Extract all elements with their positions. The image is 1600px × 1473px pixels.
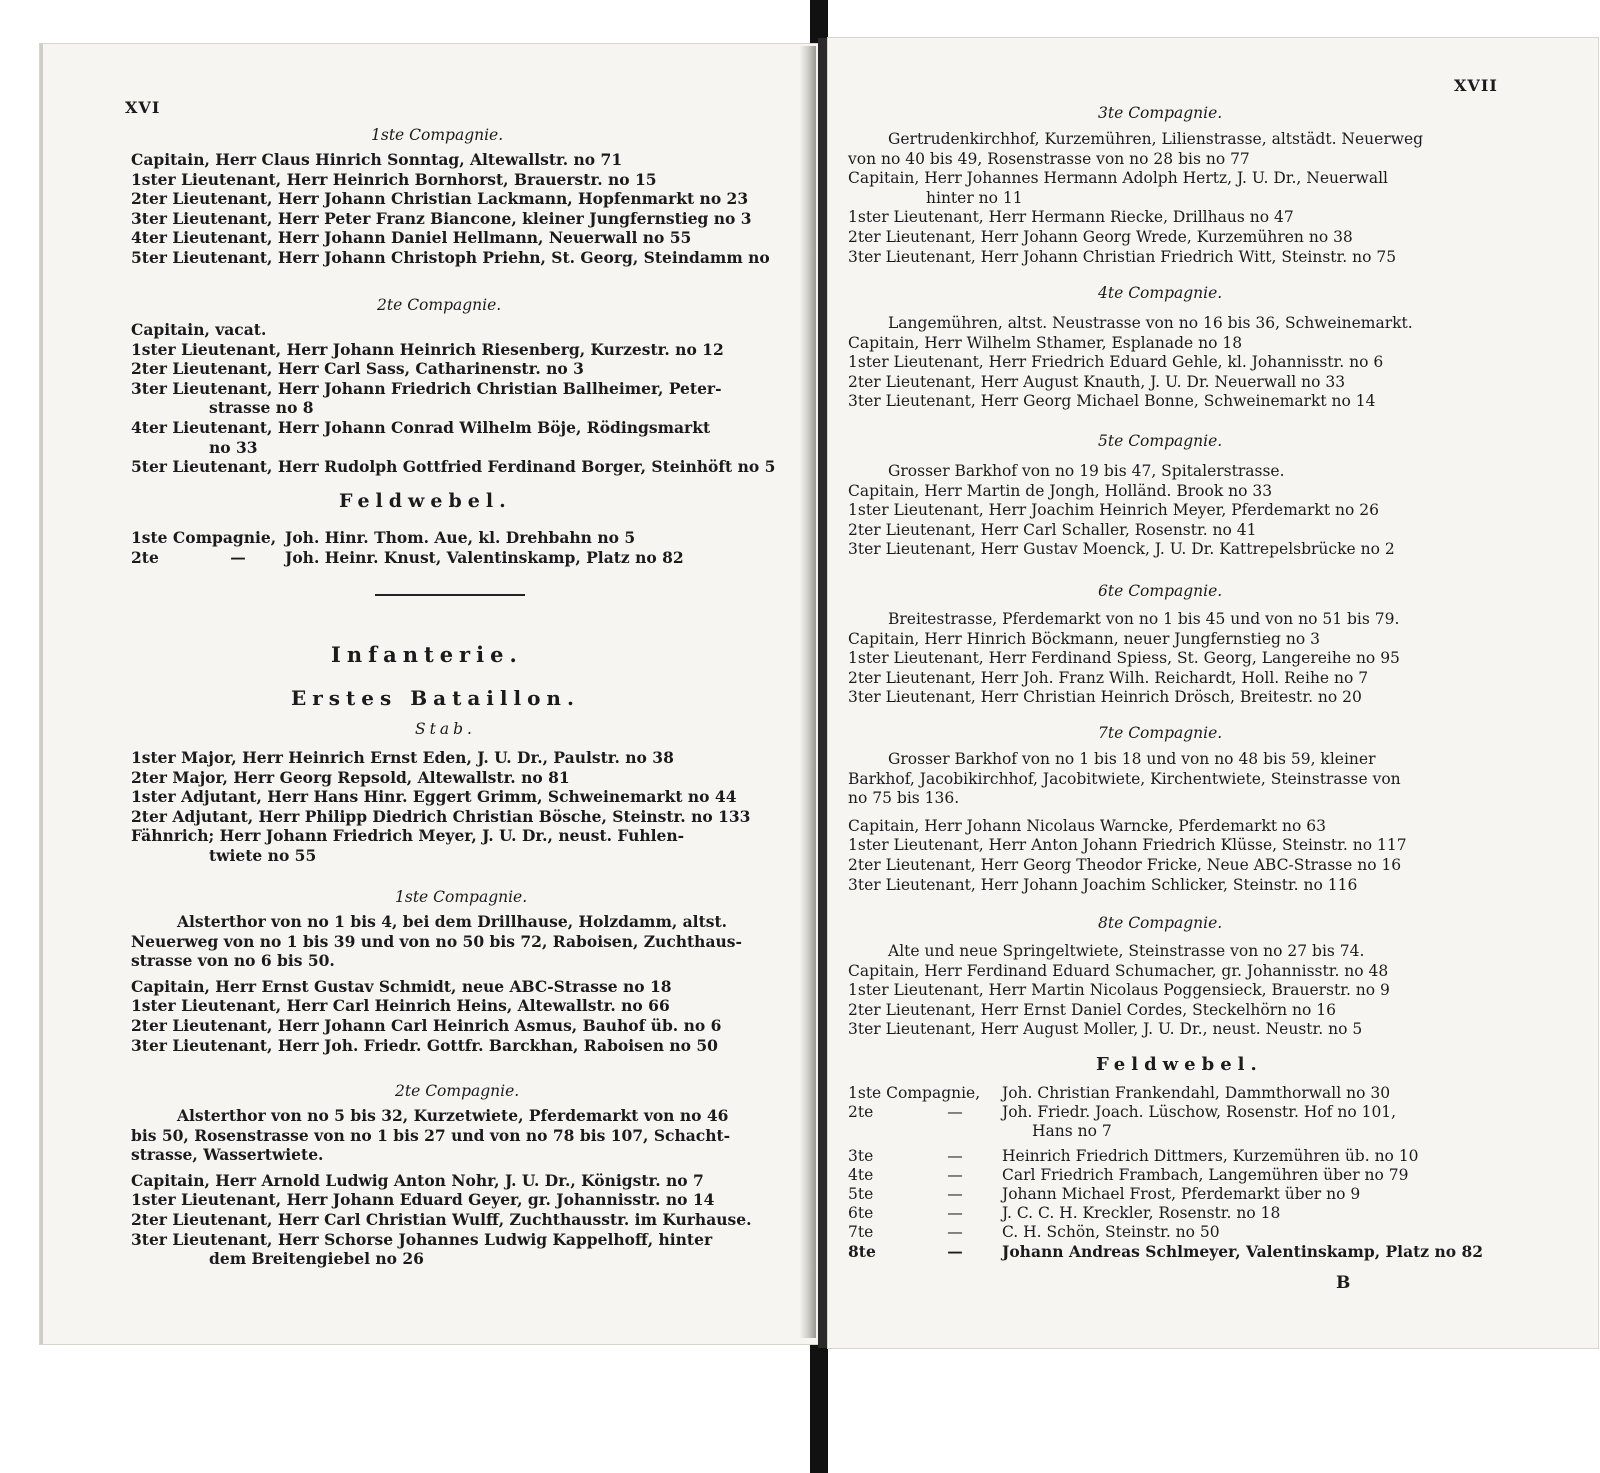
text-line: 2ter Lieutenant, Herr Johann Georg Wrede, Kurzemühren no 38 (848, 227, 1353, 246)
text-line: 4ter Lieutenant, Herr Johann Conrad Wilhelm Böje, Rödingsmarkt (131, 417, 711, 437)
text-line: 1ster Lieutenant, Herr Carl Heinrich Heins, Altewallstr. no 66 (131, 996, 670, 1016)
heading-bataillon-1ste-compagnie: 1ste Compagnie. (395, 888, 528, 906)
text-line: 3ter Lieutenant, Herr Peter Franz Biancone, kleiner Jungfernstieg no 3 (131, 208, 752, 228)
text-line: 5ter Lieutenant, Herr Rudolph Gottfried Ferdinand Borger, Steinhöft no 5 (131, 457, 776, 477)
text-line: Capitain, Herr Hinrich Böckmann, neuer Jungfernstieg no 3 (848, 629, 1320, 648)
feldwebel-name: Johann Michael Frost, Pferdemarkt über no 9 (1002, 1185, 1361, 1203)
spine-bottom (810, 1338, 828, 1473)
text-line: no 75 bis 136. (848, 789, 960, 808)
feldwebel-title-right: Feldwebel. (1096, 1054, 1263, 1075)
text-line: 3ter Lieutenant, Herr Georg Michael Bonne, Schweinemarkt no 14 (848, 392, 1376, 411)
feldwebel-title-left: Feldwebel. (339, 490, 512, 512)
text-line: Capitain, Herr Martin de Jongh, Holländ. Brook no 33 (848, 481, 1273, 500)
text-line: Langemühren, altst. Neustrasse von no 16 bis 36, Schweinemarkt. (888, 314, 1413, 332)
text-line: dem Breitengiebel no 26 (209, 1249, 424, 1269)
divider-rule (375, 594, 525, 596)
feldwebel-company: 1ste Compagnie, (131, 528, 277, 547)
feldwebel-row (848, 1147, 1483, 1166)
text-line: strasse von no 6 bis 50. (131, 951, 335, 971)
text-line: no 33 (209, 437, 258, 457)
feldwebel-name: Joh. Friedr. Joach. Lüschow, Rosenstr. Hof no 101, (1002, 1103, 1397, 1121)
text-line: hinter no 11 (926, 188, 1023, 207)
feldwebel-list-right (848, 1084, 1483, 1261)
text-line: Capitain, Herr Claus Hinrich Sonntag, Altewallstr. no 71 (131, 150, 623, 169)
text-line: 4ter Lieutenant, Herr Johann Daniel Hellmann, Neuerwall no 55 (131, 228, 692, 248)
text-line: Barkhof, Jacobikirchhof, Jacobitwiete, Kirchentwiete, Steinstrasse von (848, 769, 1401, 788)
text-line: 1ster Lieutenant, Herr Hermann Riecke, Drillhaus no 47 (848, 208, 1294, 227)
text-line: 2ter Lieutenant, Herr Joh. Franz Wilh. Reichardt, Holl. Reihe no 7 (848, 668, 1369, 687)
text-line: Breitestrasse, Pferdemarkt von no 1 bis 45 und von no 51 bis 79. (888, 610, 1400, 628)
text-line: Alsterthor von no 5 bis 32, Kurzetwiete, Pferdemarkt von no 46 (177, 1106, 729, 1125)
feldwebel-name: Carl Friedrich Frambach, Langemühren über no 79 (1002, 1166, 1409, 1184)
text-line: Alsterthor von no 1 bis 4, bei dem Drillhause, Holzdamm, altst. (177, 912, 728, 931)
text-line: Capitain, Herr Wilhelm Sthamer, Esplanade no 18 (848, 333, 1243, 352)
feldwebel-row (848, 1223, 1483, 1242)
text-line: 3ter Lieutenant, Herr Johann Christian Friedrich Witt, Steinstr. no 75 (848, 247, 1397, 266)
book-spread (40, 38, 1596, 1348)
section-bataillon-2te-compagnie (131, 1106, 752, 1269)
feldwebel-company: 3te (848, 1147, 874, 1165)
book-spine (818, 38, 828, 1348)
section-bataillon-1ste-compagnie (131, 912, 742, 1055)
text-line: 2ter Lieutenant, Herr Georg Theodor Fricke, Neue ABC-Strasse no 16 (848, 855, 1402, 874)
feldwebel-company: 4te (848, 1166, 874, 1184)
text-line: 3ter Lieutenant, Herr Schorse Johannes Ludwig Kappelhoff, hinter (131, 1229, 713, 1249)
feldwebel-row (131, 548, 684, 568)
heading-7te-compagnie: 7te Compagnie. (1098, 724, 1223, 742)
text-line: Capitain, Herr Ferdinand Eduard Schumacher, gr. Johannisstr. no 48 (848, 961, 1389, 980)
feldwebel-company: 6te (848, 1204, 874, 1222)
feldwebel-dash: — (947, 1185, 963, 1203)
text-line: 2ter Lieutenant, Herr Carl Schaller, Rosenstr. no 41 (848, 520, 1257, 539)
text-line: Capitain, Herr Johann Nicolaus Warncke, Pferdemarkt no 63 (848, 816, 1326, 835)
text-line: Capitain, Herr Ernst Gustav Schmidt, neue ABC-Strasse no 18 (131, 976, 672, 996)
text-line: 2ter Lieutenant, Herr Johann Carl Heinrich Asmus, Bauhof üb. no 6 (131, 1015, 722, 1035)
text-line: 2ter Lieutenant, Herr Johann Christian Lackmann, Hopfenmarkt no 23 (131, 189, 749, 209)
text-line: 1ster Lieutenant, Herr Johann Eduard Geyer, gr. Johannisstr. no 14 (131, 1190, 715, 1210)
feldwebel-row (131, 528, 684, 548)
feldwebel-company: 5te (848, 1185, 874, 1203)
text-line: 3ter Lieutenant, Herr Joh. Friedr. Gottfr. Barckhan, Raboisen no 50 (131, 1035, 718, 1055)
text-line: 1ster Major, Herr Heinrich Ernst Eden, J. U. Dr., Paulstr. no 38 (131, 748, 674, 767)
feldwebel-company: 8te (848, 1242, 876, 1261)
heading-stab: Stab. (415, 720, 476, 738)
feldwebel-name: Heinrich Friedrich Dittmers, Kurzemühren üb. no 10 (1002, 1147, 1419, 1165)
text-line: 1ster Lieutenant, Herr Friedrich Eduard Gehle, kl. Johannisstr. no 6 (848, 353, 1384, 372)
feldwebel-dash: — (947, 1166, 963, 1184)
heading-6te-compagnie: 6te Compagnie. (1098, 582, 1223, 600)
text-line: 3ter Lieutenant, Herr Johann Friedrich Christian Ballheimer, Peter- (131, 378, 722, 398)
text-line: 1ster Lieutenant, Herr Martin Nicolaus Poggensieck, Brauerstr. no 9 (848, 981, 1390, 1000)
feldwebel-dash: — (947, 1242, 963, 1261)
feldwebel-dash: — (947, 1103, 963, 1121)
text-line: 1ster Lieutenant, Herr Anton Johann Friedrich Klüsse, Steinstr. no 117 (848, 836, 1407, 855)
heading-8te-compagnie: 8te Compagnie. (1098, 914, 1223, 932)
page-curl-shadow (800, 46, 816, 1338)
feldwebel-row (848, 1084, 1483, 1103)
text-line: 2ter Lieutenant, Herr August Knauth, J. U. Dr. Neuerwall no 33 (848, 372, 1346, 391)
text-line: Capitain, Herr Johannes Hermann Adolph Hertz, J. U. Dr., Neuerwall (848, 169, 1388, 188)
feldwebel-dash (908, 1122, 1032, 1141)
section-2te-compagnie (131, 320, 775, 477)
heading-bataillon-2te-compagnie: 2te Compagnie. (395, 1082, 520, 1100)
section-4te-compagnie (848, 314, 1413, 412)
section-3te-compagnie (848, 130, 1423, 267)
feldwebel-dash: — (947, 1223, 963, 1241)
text-line: Alte und neue Springeltwiete, Steinstrasse von no 27 bis 74. (888, 942, 1365, 960)
heading-4te-compagnie: 4te Compagnie. (1098, 284, 1223, 302)
section-6te-compagnie (848, 610, 1400, 708)
feldwebel-company: 2te (848, 1103, 874, 1121)
feldwebel-dash: — (230, 547, 246, 567)
text-line: bis 50, Rosenstrasse von no 1 bis 27 und von no 78 bis 107, Schacht- (131, 1125, 731, 1145)
text-line: 5ter Lieutenant, Herr Johann Christoph Priehn, St. Georg, Steindamm no (131, 247, 770, 267)
feldwebel-name: Joh. Hinr. Thom. Aue, kl. Drehbahn no 5 (285, 528, 636, 547)
text-line: 1ster Lieutenant, Herr Heinrich Bornhorst, Brauerstr. no 15 (131, 169, 657, 189)
feldwebel-name: C. H. Schön, Steinstr. no 50 (1002, 1223, 1220, 1241)
text-line: strasse, Wassertwiete. (131, 1145, 324, 1165)
feldwebel-dash: — (947, 1204, 963, 1222)
text-line: twiete no 55 (209, 845, 317, 865)
text-line: 2ter Major, Herr Georg Repsold, Altewallstr. no 81 (131, 767, 570, 787)
bataillon-title: Erstes Bataillon. (291, 686, 580, 710)
page-number-right: XVII (1454, 76, 1498, 95)
text-line: von no 40 bis 49, Rosenstrasse von no 28 bis no 77 (848, 149, 1250, 168)
text-line: 1ster Lieutenant, Herr Johann Heinrich Riesenberg, Kurzestr. no 12 (131, 339, 724, 359)
page-number-left: XVI (125, 98, 161, 117)
text-line: 2ter Lieutenant, Herr Ernst Daniel Cordes, Steckelhörn no 16 (848, 1000, 1336, 1019)
spacer (848, 809, 1407, 817)
text-line: Grosser Barkhof von no 1 bis 18 und von no 48 bis 59, kleiner (888, 750, 1376, 768)
text-line: strasse no 8 (209, 398, 314, 418)
right-page (828, 38, 1598, 1348)
feldwebel-company: 7te (848, 1223, 874, 1241)
infanterie-title: Infanterie. (331, 642, 523, 667)
text-line: 3ter Lieutenant, Herr Gustav Moenck, J. U. Dr. Kattrepelsbrücke no 2 (848, 540, 1395, 559)
feldwebel-name: J. C. C. H. Kreckler, Rosenstr. no 18 (1002, 1204, 1281, 1222)
heading-5te-compagnie: 5te Compagnie. (1098, 432, 1223, 450)
text-line: Fähnrich; Herr Johann Friedrich Meyer, J. U. Dr., neust. Fuhlen- (131, 826, 685, 846)
text-line: Gertrudenkirchhof, Kurzemühren, Lilienstrasse, altstädt. Neuerweg (888, 130, 1424, 148)
feldwebel-name: Joh. Christian Frankendahl, Dammthorwall no 30 (1002, 1084, 1391, 1102)
text-line: 2ter Lieutenant, Herr Carl Sass, Catharinenstr. no 3 (131, 359, 584, 379)
text-line: 3ter Lieutenant, Herr August Moller, J. U. Dr., neust. Neustr. no 5 (848, 1020, 1363, 1039)
text-line: 2ter Lieutenant, Herr Carl Christian Wulff, Zuchthausstr. im Kurhause. (131, 1209, 752, 1229)
text-line: Neuerweg von no 1 bis 39 und von no 50 bis 72, Raboisen, Zuchthaus- (131, 931, 742, 951)
feldwebel-row (848, 1204, 1483, 1223)
text-line: 2ter Adjutant, Herr Philipp Diedrich Christian Bösche, Steinstr. no 133 (131, 806, 751, 826)
section-1ste-compagnie (131, 150, 770, 268)
heading-3te-compagnie: 3te Compagnie. (1098, 104, 1223, 122)
text-line: 1ster Lieutenant, Herr Joachim Heinrich Meyer, Pferdemarkt no 26 (848, 501, 1379, 520)
feldwebel-row (848, 1242, 1483, 1261)
signature-mark: B (1336, 1273, 1351, 1293)
text-line: Capitain, vacat. (131, 320, 267, 339)
feldwebel-list-left (131, 528, 684, 567)
left-page (40, 44, 819, 1344)
section-8te-compagnie (848, 942, 1390, 1040)
heading-1ste-compagnie: 1ste Compagnie. (371, 126, 504, 144)
text-line: 3ter Lieutenant, Herr Christian Heinrich Drösch, Breitestr. no 20 (848, 688, 1362, 707)
text-line: 1ster Adjutant, Herr Hans Hinr. Eggert Grimm, Schweinemarkt no 44 (131, 787, 737, 807)
section-5te-compagnie (848, 462, 1395, 560)
feldwebel-company (848, 1122, 908, 1141)
feldwebel-row (848, 1122, 1483, 1141)
feldwebel-row (848, 1103, 1483, 1122)
text-line: 1ster Lieutenant, Herr Ferdinand Spiess, St. Georg, Langereihe no 95 (848, 649, 1400, 668)
feldwebel-dash: — (947, 1147, 963, 1165)
feldwebel-company: 1ste Compagnie, (848, 1084, 981, 1102)
feldwebel-name: Johann Andreas Schlmeyer, Valentinskamp, Platz no 82 (1002, 1242, 1484, 1261)
feldwebel-name: Joh. Heinr. Knust, Valentinskamp, Platz no 82 (285, 547, 684, 567)
text-line: 3ter Lieutenant, Herr Johann Joachim Schlicker, Steinstr. no 116 (848, 875, 1358, 894)
feldwebel-company: 2te (131, 547, 159, 567)
text-line: Capitain, Herr Arnold Ludwig Anton Nohr, J. U. Dr., Königstr. no 7 (131, 1170, 704, 1190)
feldwebel-row (848, 1166, 1483, 1185)
heading-2te-compagnie: 2te Compagnie. (377, 296, 502, 314)
section-7te-compagnie (848, 750, 1407, 895)
feldwebel-name: Hans no 7 (1032, 1122, 1112, 1140)
feldwebel-row (848, 1185, 1483, 1204)
section-stab (131, 748, 750, 866)
text-line: Grosser Barkhof von no 19 bis 47, Spitalerstrasse. (888, 462, 1285, 480)
